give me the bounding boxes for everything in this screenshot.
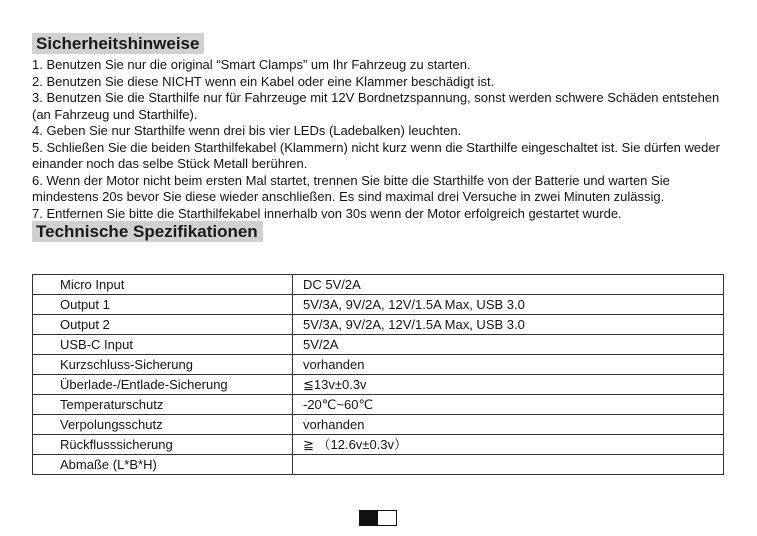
spec-label: Rückflusssicherung — [33, 435, 293, 455]
spec-value: ≧ （12.6v±0.3v） — [293, 435, 724, 455]
safety-item-6: 6. Wenn der Motor nicht beim ersten Mal startet, trennen Sie bitte die Starthilfe von der Batterie und warten Sie mindestens 20s bevor Sie diese wieder anschließen. Es sind maximal drei Versuche in zwei Minuten zulässig. — [32, 172, 670, 204]
safety-item-2: 2. Benutzen Sie diese NICHT wenn ein Kabel oder eine Klammer beschädigt ist. — [32, 73, 495, 89]
page-indicator — [359, 510, 397, 526]
table-row — [33, 375, 724, 395]
spec-value: -20℃~60℃ — [293, 395, 724, 415]
spec-value: 5V/2A — [293, 335, 724, 355]
table-row — [33, 355, 724, 375]
spec-label: Output 2 — [33, 315, 293, 335]
safety-item-5: 5. Schließen Sie die beiden Starthilfekabel (Klammern) nicht kurz wenn die Starthilfe eingeschaltet ist. Sie dürfen weder einander noch das selbe Stück Metall berühren. — [32, 139, 720, 171]
spec-value: vorhanden — [293, 415, 724, 435]
specs-heading: Technische Spezifikationen — [32, 221, 263, 242]
spec-label: Überlade-/Entlade-Sicherung — [33, 375, 293, 395]
table-row — [33, 275, 724, 295]
safety-heading: Sicherheitshinweise — [32, 33, 204, 54]
safety-instructions-list — [32, 57, 732, 222]
table-row — [33, 395, 724, 415]
safety-item-7: 7. Entfernen Sie bitte die Starthilfekabel innerhalb von 30s wenn der Motor erfolgreich gestartet wurde. — [32, 205, 622, 221]
spec-label: Verpolungsschutz — [33, 415, 293, 435]
page-indicator-filled-half — [360, 511, 378, 525]
table-row — [33, 295, 724, 315]
table-row — [33, 435, 724, 455]
spec-label: USB-C Input — [33, 335, 293, 355]
specs-table — [32, 274, 724, 475]
table-row — [33, 415, 724, 435]
safety-item-4: 4. Geben Sie nur Starthilfe wenn drei bis vier LEDs (Ladebalken) leuchten. — [32, 123, 462, 138]
spec-label: Kurzschluss-Sicherung — [33, 355, 293, 375]
spec-label: Output 1 — [33, 295, 293, 315]
spec-value — [293, 455, 724, 475]
spec-label: Micro Input — [33, 275, 293, 295]
spec-value: ≦13v±0.3v — [293, 375, 724, 395]
spec-label: Abmaße (L*B*H) — [33, 455, 293, 475]
table-row — [33, 315, 724, 335]
spec-value: 5V/3A, 9V/2A, 12V/1.5A Max, USB 3.0 — [293, 295, 724, 315]
spec-label: Temperaturschutz — [33, 395, 293, 415]
table-row — [33, 455, 724, 475]
spec-value: vorhanden — [293, 355, 724, 375]
safety-item-1: 1. Benutzen Sie nur die original “Smart Clamps” um Ihr Fahrzeug zu starten. — [32, 57, 471, 72]
spec-value: DC 5V/2A — [293, 275, 724, 295]
safety-item-3: 3. Benutzen Sie die Starthilfe nur für Fahrzeuge mit 12V Bordnetzspannung, sonst werden schwere Schäden entstehen (an Fahrzeug und Starthilfe). — [32, 90, 720, 122]
page-indicator-empty-half — [378, 511, 396, 525]
table-row — [33, 335, 724, 355]
spec-value: 5V/3A, 9V/2A, 12V/1.5A Max, USB 3.0 — [293, 315, 724, 335]
